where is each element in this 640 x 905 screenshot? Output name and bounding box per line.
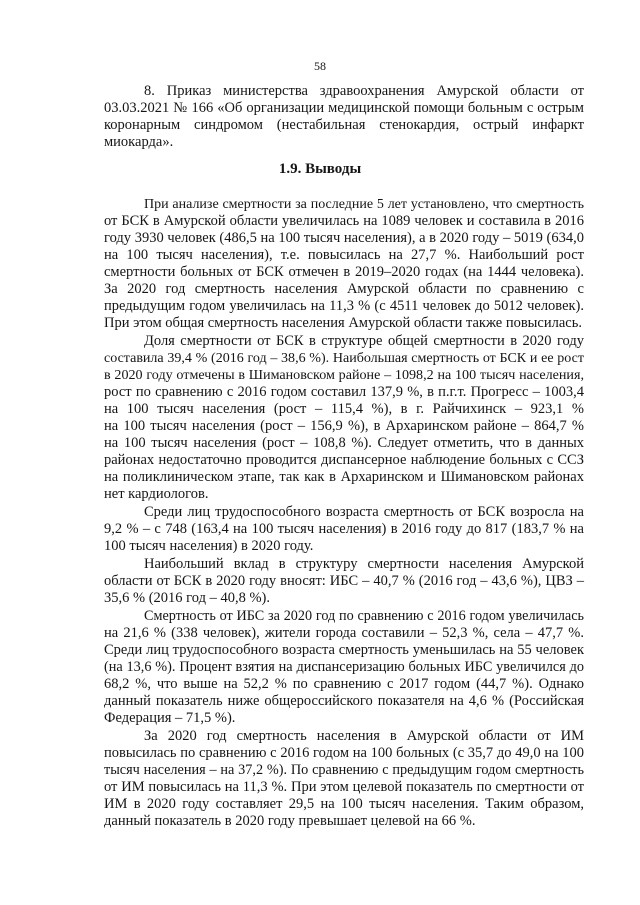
paragraph-line: Смертность от ИБС за 2020 год по сравнению с 2016 годом увеличилась xyxy=(144,608,584,624)
paragraph-line: на 21,6 % (338 человек), жители города составили – 52,3 %, села – 47,7 %. xyxy=(104,625,584,641)
paragraph-line: 9,2 % – с 748 (163,4 на 100 тысяч населения) в 2016 году до 817 (183,7 % на xyxy=(104,521,584,537)
paragraph-line: от ИМ повысилась на 11,3 %. При этом целевой показатель по смертности от xyxy=(104,779,584,795)
paragraph-line: 68,2 %, что выше на 52,2 % по сравнению с 2017 годом (44,7 %). Однако xyxy=(104,676,584,692)
paragraph-line: Наибольший вклад в структуру смертности населения Амурской xyxy=(144,556,584,572)
paragraph-line: тысяч населения – на 37,2 %). По сравнению с предыдущим годом смертность xyxy=(104,762,584,778)
paragraph-line: году 3930 человек (486,5 на 100 тысяч населения), а в 2020 году – 5019 (634,0 xyxy=(104,230,584,246)
paragraph-line: данный показатель ниже общероссийского показателя на 4,6 % (Российская xyxy=(104,693,584,709)
paragraph-line: Доля смертности от БСК в структуре общей смертности в 2020 году xyxy=(144,333,584,349)
paragraph-line: Среди лиц трудоспособного возраста смертность от БСК возросла на xyxy=(144,504,584,520)
paragraph-line: 35,6 % (2016 год – 40,8 %). xyxy=(104,590,270,606)
paragraph-line: Среди лиц трудоспособного возраста смертность уменьшилась на 55 человек xyxy=(104,642,584,658)
paragraph-line: в 2020 году отмечены в Шимановском районе – 1098,2 на 100 тысяч населения, xyxy=(104,367,584,383)
page-number: 58 xyxy=(314,59,326,73)
section-heading: 1.9. Выводы xyxy=(278,161,362,177)
paragraph-line: на 100 тысяч населения (рост – 115,4 %), в г. Райчихинск – 923,1 % xyxy=(104,401,584,417)
list-item-line: миокарда». xyxy=(104,134,174,150)
paragraph-line: При анализе смертности за последние 5 лет установлено, что смертность xyxy=(144,197,584,212)
paragraph-line: При этом общая смертность населения Амурской области также повысилась. xyxy=(104,315,582,331)
paragraph-line: районах недостаточно проводится диспансерное наблюдение больных с ССЗ xyxy=(104,452,584,468)
paragraph-line: на 100 тысяч населения), т.е. повысилась на 27,7 %. Наибольший рост xyxy=(104,247,584,263)
paragraph-line: За 2020 год смертность населения в Амурской области от ИМ xyxy=(144,728,584,744)
paragraph-line: (на 13,6 %). Процент взятия на диспансеризацию больных ИБС увеличился до xyxy=(104,659,584,675)
paragraph-line: 100 тысяч населения) в 2020 году. xyxy=(104,538,314,554)
paragraph-line: предыдущим годом увеличилась на 11,3 % (с 4511 человек до 5012 человек). xyxy=(104,298,584,314)
list-item-line: 03.03.2021 № 166 «Об организации медицинской помощи больным с острым xyxy=(104,100,584,116)
paragraph-line: смертности больных от БСК отмечен в 2019–2020 годах (на 1444 человека). xyxy=(104,264,584,280)
paragraph-line: Федерация – 71,5 %). xyxy=(104,710,236,726)
paragraph-line: на поликлиническом этапе, так как в Архаринском и Шимановском районах xyxy=(104,469,584,485)
paragraph-line: области от БСК в 2020 году вносят: ИБС – 40,7 % (2016 год – 43,6 %), ЦВЗ – xyxy=(104,573,584,589)
paragraph-line: повысилась по сравнению с 2016 годом на 100 больных (с 35,7 до 49,0 на 100 xyxy=(104,745,584,761)
paragraph-line: составила 39,4 % (2016 год – 38,6 %). Наибольшая смертность от БСК и ее рост xyxy=(104,350,584,366)
paragraph-line: нет кардиологов. xyxy=(104,486,209,502)
paragraph-line: на 100 тысяч населения (рост – 108,8 %). Следует отметить, что в данных xyxy=(104,435,584,451)
paragraph-line: данный показатель в 2020 году превышает целевой на 66 %. xyxy=(104,813,476,829)
paragraph-line: на 100 тысяч населения (рост – 156,9 %), в Архаринском районе – 864,7 % xyxy=(104,418,584,434)
paragraph-line: от БСК в Амурской области увеличилась на 1089 человек и составила в 2016 xyxy=(104,213,584,229)
paragraph-line: рост по сравнению с 2016 годом составил 137,9 %, в п.г.т. Прогресс – 1003,4 xyxy=(104,384,584,400)
paragraph-line: За 2020 год смертность населения Амурской области по сравнению с xyxy=(104,281,584,297)
list-item-line: 8. Приказ министерства здравоохранения Амурской области от xyxy=(144,83,584,99)
paragraph-line: ИМ в 2020 году составляет 29,5 на 100 тысяч населения. Таким образом, xyxy=(104,796,584,812)
list-item-line: коронарным синдромом (нестабильная стенокардия, острый инфаркт xyxy=(104,117,584,133)
